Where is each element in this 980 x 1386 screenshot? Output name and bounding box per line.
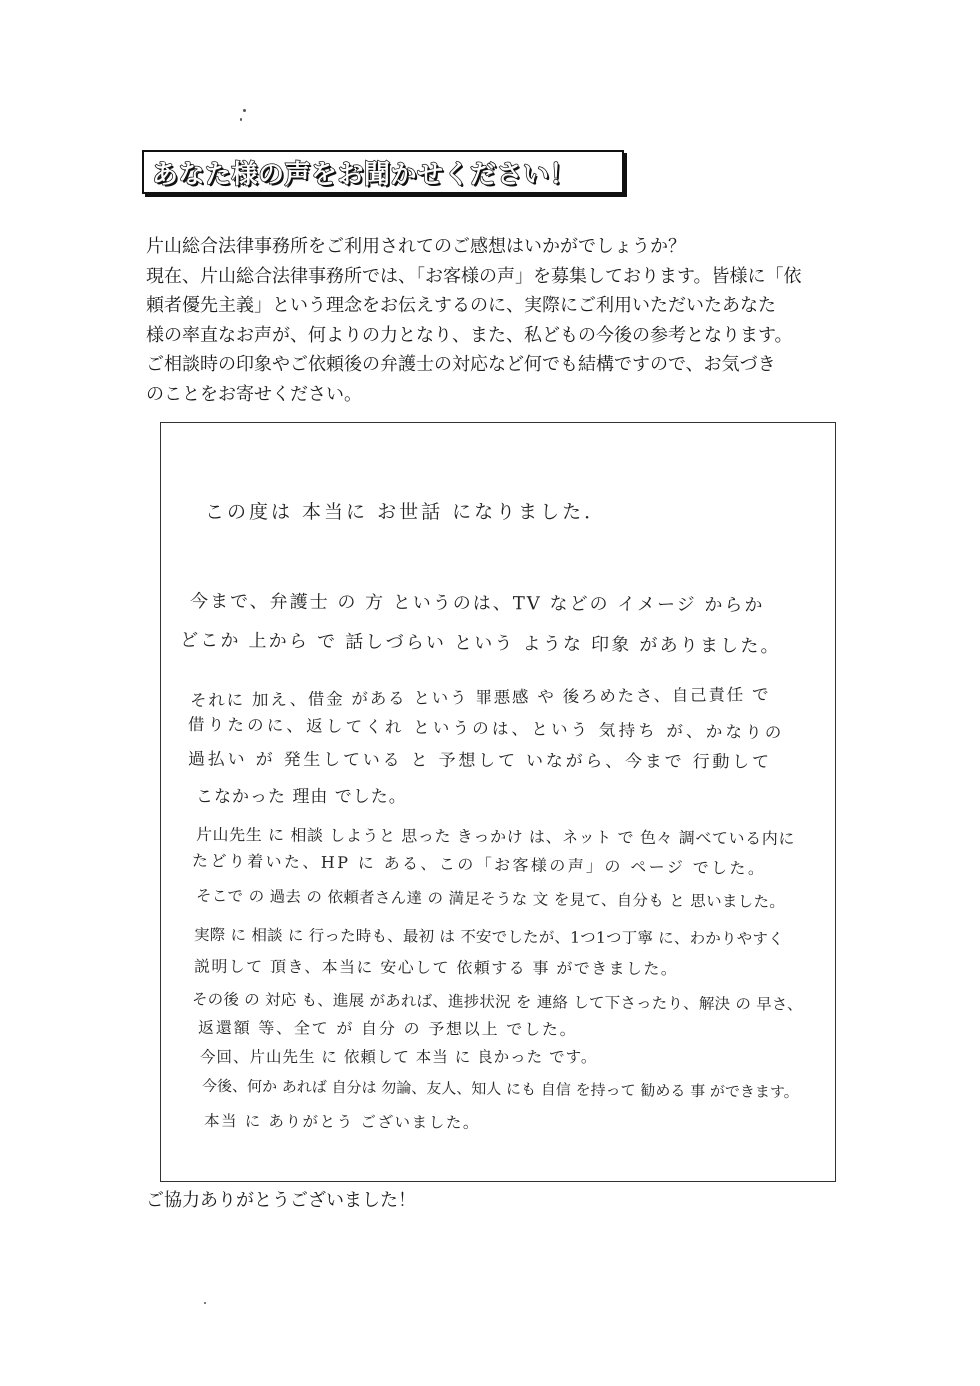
intro-line: 様の率直なお声が、何よりの力となり、また、私どもの今後の参考となります。 [146, 324, 793, 346]
letter-line: 借りたのに、返してくれ というのは、という 気持ち が、かなりの [187, 714, 785, 743]
letter-line: 今回、片山先生 に 依頼して 本当 に 良かった です。 [200, 1048, 598, 1066]
scan-speck [240, 118, 242, 121]
intro-line: のことをお寄せください。 [146, 383, 362, 405]
intro-line: 現在、片山総合法律事務所では、「お客様の声」を募集しております。皆様に「依 [146, 265, 802, 287]
intro-line: 片山総合法律事務所をご利用されてのご感想はいかがでしょうか？ [146, 236, 686, 257]
title-box [142, 150, 624, 194]
letter-line: 今後、何か あれば 自分は 勿論、友人、知人 にも 自信 を持って 勧める 事 ができます。 [201, 1076, 799, 1102]
letter-line: こなかった 理由 でした。 [196, 787, 407, 807]
intro-line: ご相談時の印象やご依頼後の弁護士の対応など何でも結構ですので、お気づき [146, 354, 776, 375]
letter-line: 過払い が 発生している と 予想して いながら、今まで 行動して [187, 749, 772, 773]
letter-line: それに 加え、借金 がある という 罪悪感 や 後ろめたさ、自己責任 で [189, 684, 771, 711]
letter-line: たどり着いた、HP に ある、この「お客様の声」の ページ でした。 [191, 850, 767, 879]
intro-line: 頼者優先主義」という理念をお伝えするのに、実際にご利用いただいたあなた [146, 295, 776, 316]
letter-line: 実際 に 相談 に 行った時も、最初 は 不安でしたが、1つ1つ丁寧 に、わかりやすく [193, 925, 784, 949]
letter-line: 説明して 頂き、本当に 安心して 依頼する 事 ができました。 [193, 956, 679, 979]
letter-line: 返還額 等、全て が 自分 の 予想以上 でした。 [197, 1018, 578, 1039]
letter-line: どこか 上から で 話しづらい という ような 印象 がありました。 [179, 629, 781, 658]
page-title: あなた様の声をお聞かせください！ [152, 159, 577, 190]
letter-line: その後 の 対応 も、進展 があれば、進捗状況 を 連絡 して下さったり、解決 の 早さ、 [191, 990, 803, 1014]
letter-line: この度は 本当に お世話 になりました． [205, 501, 607, 523]
footer-thanks: ご協力ありがとうございました！ [146, 1190, 416, 1211]
letter-line: 片山先生 に 相談 しようと 思った きっかけ は、ネット で 色々 調べている内に [195, 824, 796, 849]
scan-speck [243, 109, 246, 112]
scan-speck [204, 1302, 206, 1304]
letter-line: 今まで、弁護士 の 方 というのは、TV などの イメージ からか [189, 590, 765, 617]
letter-line: 本当 に ありがとう ございました。 [203, 1112, 481, 1132]
intro-paragraph [146, 232, 866, 409]
letter-line: そこで の 過去 の 依頼者さん達 の 満足そうな 文 を見て、自分も と 思いました。 [195, 886, 786, 912]
